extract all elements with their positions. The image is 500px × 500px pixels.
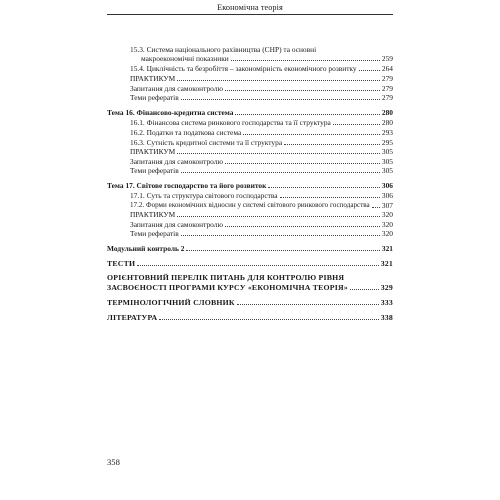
leader-dots bbox=[284, 144, 380, 145]
toc-entry-17-2[interactable] bbox=[107, 201, 393, 210]
toc-entry-15-3[interactable] bbox=[107, 54, 393, 63]
toc-page-number: 259 bbox=[381, 54, 393, 63]
toc-topic-title: ЛІТЕРАТУРА bbox=[107, 313, 158, 322]
toc-entry-16-questions[interactable] bbox=[107, 157, 393, 166]
toc-entry-label: макроекономічні показники bbox=[141, 54, 229, 63]
toc-page-number: 307 bbox=[381, 201, 393, 210]
toc-entry-15-practicum[interactable] bbox=[107, 74, 393, 83]
leader-dots bbox=[181, 172, 380, 173]
toc-page-number: 305 bbox=[381, 157, 393, 166]
toc-page-number: 320 bbox=[381, 210, 393, 219]
toc-page-number: 321 bbox=[380, 259, 393, 268]
toc-entry-label: 16.1. Фінансова система ринкового господарства та її структура bbox=[130, 118, 331, 127]
leader-dots bbox=[235, 114, 379, 115]
leader-dots bbox=[350, 289, 379, 290]
toc-literature[interactable] bbox=[107, 313, 393, 322]
toc-entry-15-4[interactable] bbox=[107, 64, 393, 73]
toc-topic-title: ЗАСВОЄНОСТІ ПРОГРАМИ КУРСУ «ЕКОНОМІЧНА ТЕОРІЯ» bbox=[107, 283, 348, 292]
toc-entry-label: 16.3. Сутність кредитної системи та її структура bbox=[130, 138, 283, 147]
toc-topic-title: Модульний контроль 2 bbox=[107, 244, 185, 253]
leader-dots bbox=[225, 226, 380, 227]
toc-question-list[interactable] bbox=[107, 283, 393, 292]
leader-dots bbox=[268, 187, 380, 188]
leader-dots bbox=[237, 304, 379, 305]
leader-dots bbox=[137, 265, 378, 266]
toc-entry-16-practicum[interactable] bbox=[107, 147, 393, 156]
toc-entry-label: 15.4. Циклічність та безробіття – закономірність економічного розвитку bbox=[130, 64, 357, 73]
toc-page-number: 338 bbox=[380, 313, 393, 322]
toc-entry-17-questions[interactable] bbox=[107, 220, 393, 229]
toc-page-number: 305 bbox=[381, 147, 393, 156]
toc-entry-17-practicum[interactable] bbox=[107, 210, 393, 219]
toc-entry-label: Теми рефератів bbox=[130, 229, 179, 238]
toc-page-number: 329 bbox=[380, 283, 393, 292]
toc-page-number: 279 bbox=[381, 93, 393, 102]
leader-dots bbox=[225, 163, 380, 164]
toc-entry-16-3[interactable] bbox=[107, 138, 393, 147]
leader-dots bbox=[177, 80, 380, 81]
toc-entry-label: ПРАКТИКУМ bbox=[130, 210, 176, 219]
leader-dots bbox=[231, 60, 380, 61]
toc-glossary[interactable] bbox=[107, 298, 393, 307]
toc-page-number: 280 bbox=[381, 108, 393, 117]
toc-entry-label: Запитання для самоконтролю bbox=[130, 220, 223, 229]
leader-dots bbox=[280, 197, 380, 198]
toc-entry-15-questions[interactable] bbox=[107, 84, 393, 93]
toc-entry-label: Запитання для самоконтролю bbox=[130, 84, 223, 93]
toc-entry-label: 17.1. Суть та структура світового господарства bbox=[130, 191, 278, 200]
toc-entry-17-1[interactable] bbox=[107, 191, 393, 200]
toc-entry-label: 17.2. Форми економічних відносин у системі світового ринкового господарства bbox=[130, 201, 370, 209]
toc-tests[interactable] bbox=[107, 259, 393, 268]
leader-dots bbox=[359, 70, 380, 71]
leader-dots bbox=[177, 153, 380, 154]
leader-dots bbox=[159, 319, 378, 320]
toc-question-list-line1: ОРІЄНТОВНИЙ ПЕРЕЛІК ПИТАНЬ ДЛЯ КОНТРОЛЮ РІВНЯ bbox=[107, 273, 345, 282]
leader-dots bbox=[333, 124, 380, 125]
toc-page-number: 293 bbox=[381, 128, 393, 137]
toc-page-number: 279 bbox=[381, 74, 393, 83]
leader-dots bbox=[372, 207, 380, 208]
toc-entry-label: Теми рефератів bbox=[130, 93, 179, 102]
toc-module-control-2[interactable] bbox=[107, 244, 393, 253]
toc-topic-title: Тема 16. Фінансово-кредитна система bbox=[107, 108, 234, 117]
leader-dots bbox=[177, 216, 380, 217]
toc-page-number: 280 bbox=[381, 118, 393, 127]
toc-entry-label: 16.2. Податки та податкова система bbox=[130, 128, 242, 137]
toc-entry-17-essays[interactable] bbox=[107, 229, 393, 238]
toc-page-number: 306 bbox=[381, 181, 393, 190]
toc-page-number: 333 bbox=[380, 298, 393, 307]
toc-entry-16-1[interactable] bbox=[107, 118, 393, 127]
leader-dots bbox=[186, 250, 379, 251]
leader-dots bbox=[181, 235, 380, 236]
toc-entry-label: Запитання для самоконтролю bbox=[130, 157, 223, 166]
toc-topic-title: ТЕРМІНОЛОГІЧНИЙ СЛОВНИК bbox=[107, 298, 235, 307]
leader-dots bbox=[243, 134, 380, 135]
toc-page-number: 264 bbox=[381, 64, 393, 73]
toc-page-number: 320 bbox=[381, 220, 393, 229]
toc-topic-16[interactable] bbox=[107, 108, 393, 117]
header-rule bbox=[107, 14, 393, 15]
leader-dots bbox=[181, 99, 380, 100]
toc-entry-16-essays[interactable] bbox=[107, 166, 393, 175]
running-head: Економічна теорія bbox=[217, 3, 283, 12]
toc-topic-title: Тема 17. Світове господарство та його розвиток bbox=[107, 181, 267, 190]
toc-entry-label: Теми рефератів bbox=[130, 166, 179, 175]
toc-entry-15-essays[interactable] bbox=[107, 93, 393, 102]
toc-entry-label: ПРАКТИКУМ bbox=[130, 147, 176, 156]
toc-page-number: 320 bbox=[381, 229, 393, 238]
toc-page-number: 306 bbox=[381, 191, 393, 200]
toc-page-number: 279 bbox=[381, 84, 393, 93]
toc-topic-title: ТЕСТИ bbox=[107, 259, 136, 268]
toc-entry-16-2[interactable] bbox=[107, 128, 393, 137]
toc-page-number: 295 bbox=[381, 138, 393, 147]
toc-entry-15-3-line1: 15.3. Система національного рахівництва (СНР) та основні bbox=[130, 45, 317, 54]
toc-page-number: 321 bbox=[381, 244, 393, 253]
toc-page-number: 305 bbox=[381, 166, 393, 175]
toc-entry-label: ПРАКТИКУМ bbox=[130, 74, 176, 83]
page-number: 358 bbox=[107, 457, 120, 467]
leader-dots bbox=[225, 90, 380, 91]
toc-topic-17[interactable] bbox=[107, 181, 393, 190]
